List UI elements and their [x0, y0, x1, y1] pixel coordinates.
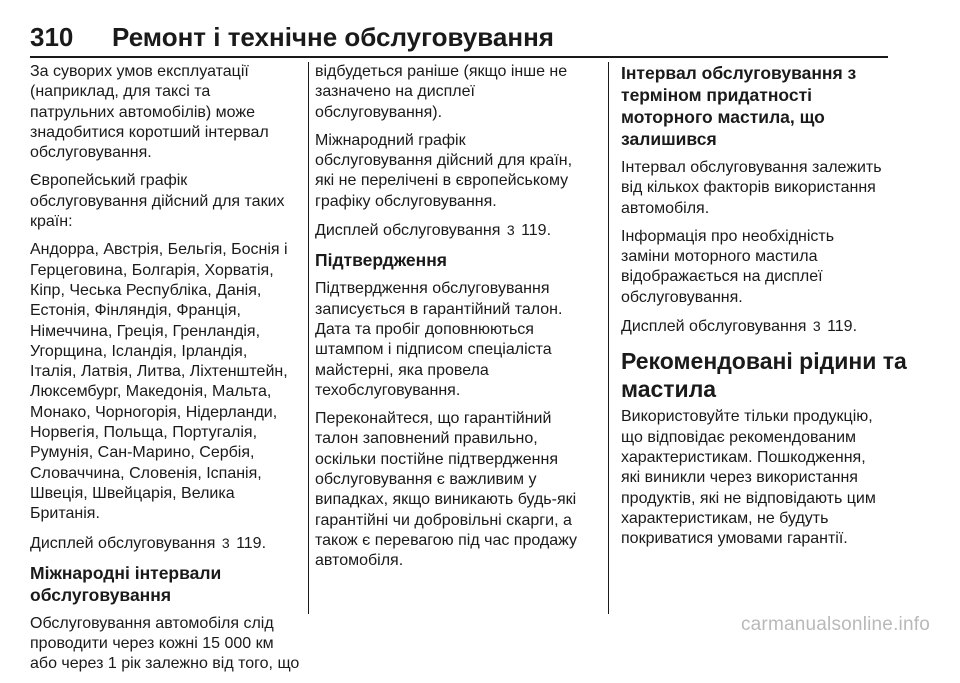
section-heading [30, 562, 308, 606]
text-line: Андорра, Австрія, Бельгія, Боснія і [30, 241, 288, 259]
text-line: відображається на дисплеї [621, 268, 823, 286]
arrow-ref-icon: 3 [506, 222, 515, 239]
text-line: обслуговування. [30, 144, 152, 162]
text-line: Німеччина, Греція, Гренландія, [30, 322, 261, 340]
text-line: знадобитися коротший інтервал [30, 123, 269, 141]
text-line: Інформація про необхідність [621, 227, 835, 245]
text-line: Люксембург, Македонія, Мальта, [30, 383, 272, 401]
text-line: відбудеться раніше (якщо інше не [315, 63, 568, 80]
text-line: обслуговування є важливим у [315, 471, 537, 489]
paragraph [315, 62, 605, 123]
page-header [30, 22, 888, 58]
text-line: штампом і підписом спеціаліста [315, 341, 552, 359]
text-line: оскільки постійне підтвердження [315, 450, 558, 468]
section-heading [621, 62, 891, 150]
paragraph [315, 409, 605, 571]
text-line: обслуговування дійсний для країн, [315, 152, 573, 170]
paragraph [315, 131, 605, 212]
text-line: майстерні, яка провела [315, 361, 489, 379]
reference-page: 119. [521, 222, 552, 240]
text-line: Дата та пробіг доповнюються [315, 320, 534, 338]
heading-line: Інтервал обслуговування з [621, 63, 857, 83]
text-line: Інтервал обслуговування залежить [621, 159, 882, 176]
text-line: Норвегія, Польща, Португалія, [30, 424, 258, 442]
text-line: Міжнародний графік [315, 131, 466, 149]
text-line: Герцеговина, Болгарія, Хорватія, [30, 261, 274, 279]
text-line: техобслуговування. [315, 381, 461, 399]
text-line: Естонія, Фінляндія, Франція, [30, 302, 241, 320]
heading-line: терміном придатності [621, 85, 813, 105]
text-line: Швеція, Швейцарія, Велика [30, 484, 235, 502]
text-line: також є перевагою під час продажу [315, 531, 578, 549]
text-line: автомобіля. [621, 199, 710, 217]
text-line: обслуговування. [621, 288, 743, 306]
text-line: талон заповнений правильно, [315, 430, 538, 448]
text-line: Використовуйте тільки продукцію, [621, 408, 873, 426]
column-1 [30, 62, 308, 683]
text-line: (наприклад, для таксі та [30, 83, 211, 101]
heading-line: обслуговування [30, 584, 172, 605]
heading-line: моторного мастила, що [621, 107, 825, 127]
heading-line: Міжнародні інтервали [30, 562, 222, 583]
heading-line: Рекомендовані рідини та [621, 348, 907, 375]
text-line: які не перелічені в європейському [315, 172, 569, 190]
text-line: Підтвердження обслуговування [315, 280, 550, 298]
text-line: Румунія, Сан-Марино, Сербія, [30, 444, 255, 462]
reference-page: 119. [827, 318, 858, 336]
text-line: які виникли через використання [621, 469, 858, 487]
text-line: Британія. [30, 505, 100, 523]
text-line: випадках, якщо виникають будь-які [315, 491, 577, 509]
watermark: carmanualsonline.info [740, 614, 930, 635]
text-line: Переконайтеся, що гарантійний [315, 410, 552, 428]
section-heading: Підтвердження [315, 250, 448, 271]
text-line: характеристикам. Пошкодження, [621, 448, 866, 466]
text-line: гарантійні чи добровільні скарги, а [315, 511, 572, 529]
text-line: покриватися умовами гарантії. [621, 530, 848, 548]
page-number: 310 [30, 22, 74, 52]
major-heading [621, 347, 907, 403]
text-line: Італія, Латвія, Литва, Ліхтенштейн, [30, 363, 288, 381]
text-line: що відповідає рекомендованим [621, 428, 857, 446]
text-line: проводити через кожні 15 000 км [30, 635, 274, 653]
text-line: Монако, Чорногорія, Нідерланди, [30, 403, 278, 421]
cross-reference[interactable] [315, 220, 605, 241]
cross-reference[interactable] [621, 316, 891, 337]
heading-line: залишився [621, 129, 717, 149]
country-list [30, 240, 308, 524]
text-line: Європейський графік [30, 172, 188, 190]
text-line: За суворих умов експлуатації [30, 63, 249, 80]
text-line: обслуговування дійсний для таких [30, 192, 285, 210]
text-line: продуктів, які не відповідають цим [621, 489, 876, 507]
text-line: записується в гарантійний талон. [315, 300, 563, 318]
column-divider [608, 62, 609, 614]
paragraph [621, 227, 891, 308]
text-line: країн: [30, 213, 73, 231]
column-3 [621, 62, 907, 557]
arrow-ref-icon: 3 [812, 318, 821, 335]
reference-page: 119. [236, 534, 267, 552]
text-line: від кількох факторів використання [621, 179, 876, 197]
text-line: або через 1 рік залежно від того, що [30, 655, 300, 673]
reference-text: Дисплей обслуговування [621, 318, 807, 336]
text-line: характеристикам, не будуть [621, 509, 829, 527]
running-title: Ремонт і технічне обслуговування [112, 22, 554, 52]
paragraph [621, 407, 891, 549]
text-line: Словаччина, Словенія, Іспанія, [30, 464, 262, 482]
column-divider [308, 62, 309, 614]
text-line: зазначено на дисплеї [315, 83, 475, 101]
text-line: заміни моторного мастила [621, 248, 818, 266]
paragraph [30, 171, 308, 232]
paragraph [30, 614, 308, 675]
arrow-ref-icon: 3 [221, 534, 230, 551]
text-line: патрульних автомобілів) може [30, 103, 255, 121]
text-line: обслуговування). [315, 103, 443, 121]
text-line: Обслуговування автомобіля слід [30, 614, 274, 632]
column-2 [315, 62, 605, 580]
paragraph [315, 279, 605, 401]
text-line: Кіпр, Чеська Республіка, Данія, [30, 281, 262, 299]
paragraph [30, 62, 308, 163]
reference-text: Дисплей обслуговування [30, 534, 216, 552]
reference-text: Дисплей обслуговування [315, 222, 501, 240]
text-line: Угорщина, Ісландія, Ірландія, [30, 342, 248, 360]
cross-reference[interactable] [30, 533, 308, 554]
text-line: автомобіля. [315, 552, 404, 570]
paragraph [621, 158, 891, 219]
text-line: графіку обслуговування. [315, 192, 497, 210]
heading-line: мастила [621, 376, 717, 403]
